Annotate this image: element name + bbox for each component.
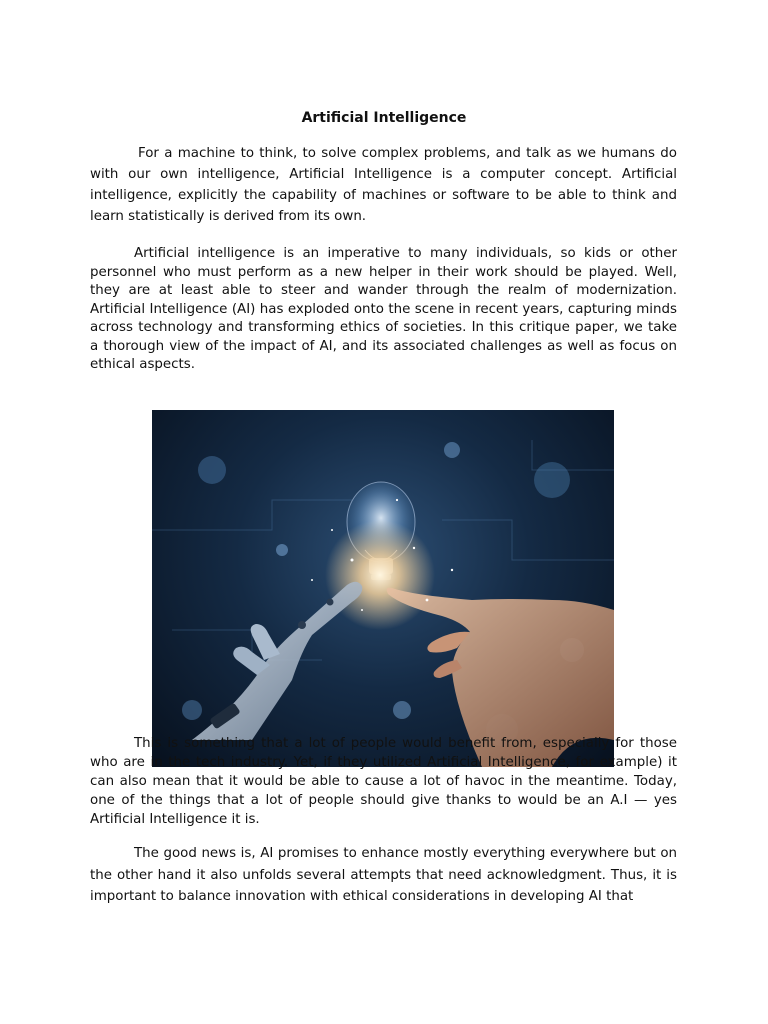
ai-illustration-svg — [152, 410, 614, 767]
paragraph-benefits: This is something that a lot of people would benefit from, especially for those who are in the tech industry. Yet, if they utilized Artificial Intelligence, for example) it can also mean that it would be able to cause a lot of havoc in the meantime. Today, one of the things that a lot of people should give thanks to would be an A.I — yes Artificial Intelligence it is. — [90, 736, 677, 827]
robot-hand-graphic — [192, 582, 362, 740]
paragraph-importance: Artificial intelligence is an imperative to many individuals, so kids or other personnel who must perform as a new helper in their work should be played. Well, they are at least able to steer and wander through the realm of modernization. Artificial Intelligence (AI) has exploded onto the scene in recent years, capturing minds across technology and transforming ethics of societies. In this critique paper, we take a thorough view of the impact of AI, and its associated challenges as well as focus on ethical aspects. — [90, 246, 677, 372]
paragraph-intro: For a machine to think, to solve complex problems, and talk as we humans do with our own intelligence, Artificial Intelligence is a computer concept. Artificial intelligence, explicitly the capability of machines or software to be able to think and learn statistically is derived from its own. — [90, 146, 677, 224]
paragraph-good-news: The good news is, AI promises to enhance mostly everything everywhere but on the other hand it also unfolds several attempts that need acknowledgment. Thus, it is important to balance innovation with ethical considerations in developing AI that — [90, 846, 677, 904]
document-title: Artificial Intelligence — [301, 110, 467, 126]
ai-illustration-image — [152, 410, 614, 767]
glow-point — [325, 520, 435, 630]
